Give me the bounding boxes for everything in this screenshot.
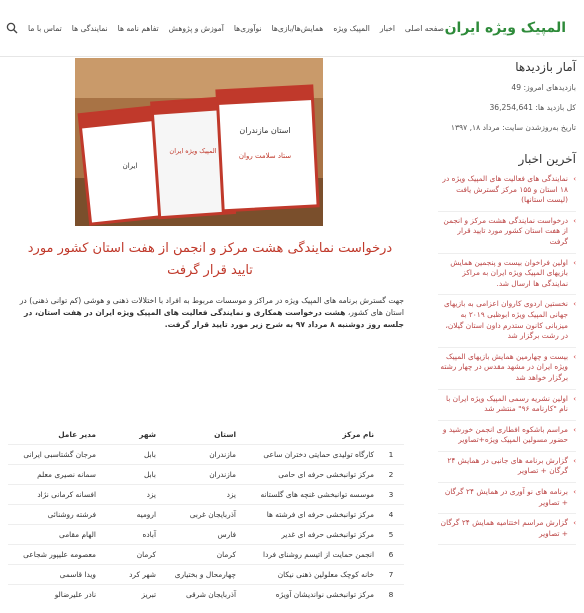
table-row: 2 مرکز توانبخشی حرفه ای حامی مازندران بابل سمانه نصیری معلم <box>8 465 404 485</box>
news-item[interactable]: › اولین نشریه رسمی المپیک ویژه ایران با نام "کارنامه ۹۶" منتشر شد <box>438 394 576 421</box>
site-launch-date: تاریخ به‌روزشدن سایت: مرداد ۱۸, ۱۳۹۷ <box>450 123 576 132</box>
bullet-icon: › <box>573 456 576 465</box>
nav-events[interactable]: همایش‌ها/بازی‌ها <box>271 23 324 33</box>
news-item[interactable]: › گزارش برنامه های جانبی در همایش ۲۴ گرگان + تصاویر <box>438 456 576 483</box>
centers-table <box>8 424 404 604</box>
col-header-director: مدیر عامل <box>58 429 96 439</box>
nav-representatives[interactable]: نمایندگی ها <box>71 23 108 33</box>
table-row: 7 خانه کوچک معلولین ذهنی نیکان چهارمحال و بختیاری شهر کرد ویدا قاسمی <box>8 565 404 585</box>
site-header <box>0 0 584 57</box>
bullet-icon: › <box>573 488 576 497</box>
banner-line-4: ایران <box>122 162 138 170</box>
article-headline: درخواست نمایندگی هشت مرکز و انجمن از هفت استان کشور مورد تایید قرار گرفت <box>27 241 393 278</box>
visits-today: بازدیدهای امروز: 49 <box>511 83 576 92</box>
bullet-icon: › <box>573 300 576 309</box>
right-sidebar <box>438 58 576 549</box>
logo-text: المپیک ویژه ایران <box>444 20 566 36</box>
table-row: 4 مرکز توانبخشی حرفه ای فرشته ها آذربایجان غربی ارومیه فرشته روشنائی <box>8 505 404 525</box>
nav-contact[interactable]: تماس با ما <box>28 23 62 33</box>
table-row: 1 کارگاه تولیدی حمایتی دختران ساعی مازندران بابل مرجان گشتاسبی ایرانی <box>8 445 404 465</box>
bullet-icon: › <box>573 258 576 267</box>
nav-special-olympics[interactable]: المپیک ویژه <box>333 23 370 33</box>
news-item[interactable]: › درخواست نمایندگی هشت مرکز و انجمن از هفت استان کشور مورد تایید قرار گرفت <box>438 216 576 254</box>
latest-news-title: آخرین اخبار <box>518 152 576 166</box>
news-item[interactable]: › اولین فراخوان بیست و پنجمین همایش بازیهای المپیک ویژه ایران به مراکز نمایندگی ها ارسال شد. <box>438 258 576 296</box>
nav-education[interactable]: آموزش و پژوهش <box>168 23 224 33</box>
banner-line-3: المپیک ویژه ایران <box>169 147 217 155</box>
site-logo[interactable] <box>444 8 570 48</box>
banner-line-1: استان مازندران <box>239 126 291 135</box>
col-header-province: استان <box>214 429 236 439</box>
banner-line-2: ستاد سلامت روان <box>238 152 292 160</box>
col-header-center-name: نام مرکز <box>342 429 374 439</box>
news-item[interactable]: › نمایندگی های فعالیت های المپیک ویژه در ۱۸ استان و ۱۵۵ مرکز گسترش یافت (لیست استانها) <box>438 174 576 212</box>
visits-total: کل بازدید ها: 36,254,641 <box>489 103 576 112</box>
news-item[interactable]: › مراسم باشکوه افطاری انجمن خورشید و حضور مسولین المپیک ویژه+تصاویر <box>438 425 576 452</box>
table-row: 6 انجمن حمایت از اتیسم روشنای فردا کرمان کرمان معصومه علیپور شجاعی <box>8 545 404 565</box>
lead-text: جهت گسترش برنامه های المپیک ویژه در مراکز و موسسات مربوط به افراد با اختلالات ذهنی و هوشی (کم توانی ذهنی) در استان های کشور، <box>19 296 404 317</box>
table-row: 3 موسسه توانبخشی غنچه های گلستانه یزد یزد افسانه کرمانی نژاد <box>8 485 404 505</box>
col-header-index <box>378 424 404 445</box>
nav-home[interactable]: صفحه اصلی <box>404 23 444 33</box>
bullet-icon: › <box>573 519 576 528</box>
news-item[interactable]: › برنامه های نو آوری در همایش ۲۴ گرگان + تصاویر <box>438 487 576 514</box>
lead-bold-text: هشت درخواست همکاری و نمایندگی فعالیت های المپیک ویژه ایران در هفت استان، در جلسه روز دوشنبه ۸ مرداد ۹۷ به شرح زیر مورد تایید قرار گرفت. <box>24 308 404 329</box>
main-nav <box>6 18 444 38</box>
bullet-icon: › <box>573 425 576 434</box>
search-icon[interactable] <box>6 22 18 34</box>
nav-agreements[interactable]: تفاهم نامه ها <box>117 23 159 33</box>
visit-stats-title: آمار بازدیدها <box>515 60 576 74</box>
article-lead <box>8 295 404 331</box>
article-hero-image <box>75 58 323 226</box>
bullet-icon: › <box>573 216 576 225</box>
nav-innovations[interactable]: نوآوری‌ها <box>233 23 262 33</box>
news-item[interactable]: › گزارش مراسم اختتامیه همایش ۲۴ گرگان + تصاویر <box>438 518 576 545</box>
bullet-icon: › <box>573 352 576 361</box>
table-row: 8 مرکز توانبخشی نواندیشان آویژه آذربایجان شرقی تبریز نادر علیرضالو <box>8 585 404 605</box>
col-header-city: شهر <box>139 429 156 439</box>
table-row: 5 مرکز توانبخشی حرفه ای غدیر فارس آباده الهام مقامی <box>8 525 404 545</box>
bullet-icon: › <box>573 175 576 183</box>
bullet-icon: › <box>573 394 576 403</box>
latest-news-list <box>438 174 576 545</box>
news-item[interactable]: › نخستین اردوی کاروان اعزامی به بازیهای جهانی المپیک ویژه ابوظبی ۲۰۱۹ به میزبانی کانون ستدرم داون استان گیلان، در رشت برگزار شد <box>438 299 576 347</box>
nav-news[interactable]: اخبار <box>379 23 395 33</box>
news-item[interactable]: › بیست و چهارمین همایش بازیهای المپیک ویژه ایران در مشهد مقدس در چهار رشته برگزار خواهد شد <box>438 352 576 390</box>
